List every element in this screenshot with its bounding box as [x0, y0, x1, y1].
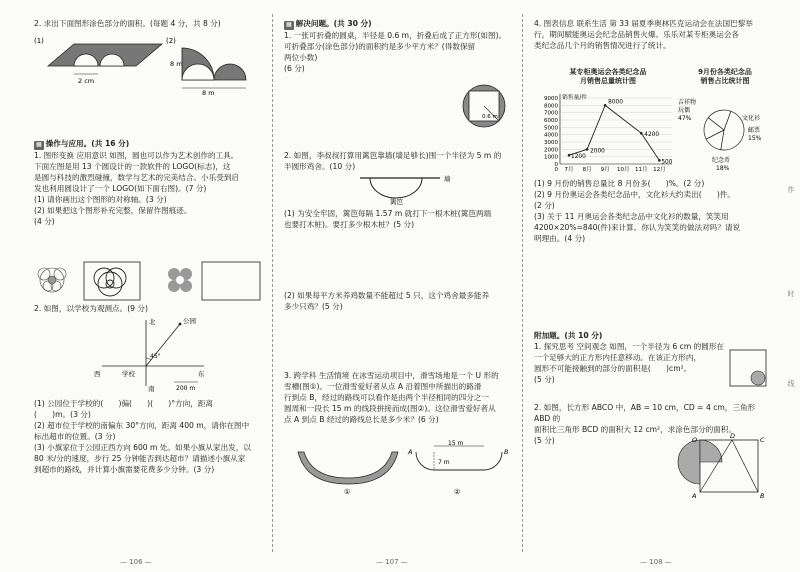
pie-chart-title-1: 9月份各类纪念品	[698, 68, 752, 76]
middle-q2-sub-0: (1) 为安全牢固，篱笆每隔 1.57 m 就打下一根木桩(篱笆两端	[284, 209, 492, 218]
compass-south: 南	[148, 385, 155, 392]
compass-figure	[94, 314, 214, 392]
data-label: 1200	[571, 154, 586, 161]
data-label: 2000	[590, 148, 605, 155]
line-chart-title	[548, 68, 668, 86]
left-q1-line-0: 1. 图形变换 应用意识 如图，圆也可以作为艺术创作的工具。	[34, 150, 239, 160]
middle-q1-line-0: 1. 一张可折叠的圆桌，半径是 0.6 m，折叠后成了正方形(如图)。	[284, 30, 507, 40]
x-tick-label: 7月	[564, 167, 574, 173]
xiaole-logo	[94, 268, 126, 296]
left-q2b-sub-1: ( )m。(3 分)	[34, 410, 91, 419]
compass-west: 西	[94, 370, 101, 378]
point-a: A	[408, 448, 413, 456]
side-semicircle	[214, 64, 246, 80]
pie-label: 纪念币	[712, 157, 731, 164]
pie-label: 15%	[748, 135, 762, 142]
right-q4-sub-2: (2 分)	[534, 201, 555, 210]
label-d: D	[730, 432, 736, 440]
extra-q1-line-0: 1. 探究思考 空间观念 如图，一个半径为 6 cm 的圆形在	[534, 342, 725, 351]
ski-path	[416, 452, 502, 470]
middle-q2-sub-1: 也要打木桩)。要打多少根木桩？(5 分)	[284, 220, 415, 229]
label-c: C	[760, 436, 765, 444]
middle-q2-sub-2: (2) 如果每平方米养鸡数量不能超过 5 只，这个鸡舍最多能养	[284, 291, 490, 300]
middle-q2	[284, 150, 512, 172]
compass-east: 东	[198, 370, 205, 378]
middle-q3-line-1: 雪槽(图①)。一位滑雪爱好者从点 A 沿着图中所描出的路滑	[284, 382, 482, 391]
pie-label: 邮票	[748, 127, 761, 134]
right-q4-line-2: 类纪念品几个月的销售情况进行了统计。	[534, 41, 671, 50]
label-o: O	[692, 436, 698, 444]
coop-figure	[356, 172, 456, 206]
y-tick-label: 4000	[544, 132, 558, 139]
left-q2b-sub-2: (2) 超市位于学校的南偏东 30°方向，距离 400 m，请你在图中	[34, 421, 250, 430]
fig2-caption: ②	[454, 488, 461, 496]
data-point	[640, 132, 643, 135]
middle-column	[284, 18, 512, 74]
extra-q1-line-2: 圆形不可能接触到的部分的面积是( )cm²。	[534, 364, 692, 373]
extra-title: 附加题。(共 10 分)	[534, 331, 603, 340]
left-q2b-sub-0: (1) 公园位于学校的( )偏( )( )°方向，距离	[34, 399, 214, 408]
fig2-label: (2)	[166, 37, 176, 45]
left-q2b	[34, 303, 262, 314]
fig1-caption: ①	[344, 488, 351, 496]
right-q4-line-1: 行，期间赋能奥运会纪念品销售火爆。乐乐对某专柜奥运会各	[534, 30, 740, 39]
y-tick-label: 3000	[544, 140, 558, 146]
left-q2b-sub	[34, 398, 266, 475]
middle-q2-line-1: 半圆形鸡舍。(10 分)	[284, 162, 356, 171]
y-tick-label: 5000	[544, 125, 558, 132]
wall-label: 墙	[444, 175, 451, 183]
middle-q2-line-0: 2. 如图，李叔叔打算用篱笆靠墙(墙足够长)围一个半径为 5 m 的	[284, 151, 502, 160]
compass-park: 公园	[183, 317, 196, 325]
right-q4-sub-0: (1) 9 月份的销售总量比 8 月份多( )%。(2 分)	[534, 179, 705, 188]
right-extra	[534, 330, 734, 385]
fence-label: 篱笆	[390, 198, 403, 206]
middle-q3-line-0: 3. 跨学科 生活情境 在冰雪运动项目中，滑雪场地是一个 U 形的	[284, 371, 499, 380]
y-tick-label: 2000	[544, 147, 558, 154]
pie-chart	[676, 90, 776, 174]
answer-square	[202, 262, 260, 300]
fence-arc	[370, 178, 422, 198]
left-q1-line-4: (1) 请你画出这个图形的对称轴。(3 分)	[34, 194, 167, 204]
middle-q2-sub-2-block	[284, 290, 512, 312]
label-b: B	[760, 492, 765, 500]
left-q2-title: 2. 求出下面图形涂色部分的面积。(每题 4 分，共 8 分)	[34, 19, 221, 28]
extra-q1-line-1: 一个足够大的正方形内任意移动。在该正方形内，	[534, 353, 702, 362]
flower-pattern	[168, 268, 192, 292]
right-column	[534, 18, 770, 51]
compass-school: 学校	[122, 370, 135, 378]
line-chart-title-1: 某专柜奥运会各类纪念品	[569, 68, 647, 76]
right-page-number: — 108 —	[640, 558, 672, 566]
line-chart	[532, 90, 682, 174]
middle-q3-line-2: 行到点 B，经过的路线可以看作是由两个半径相同的四分之一	[284, 393, 490, 402]
right-q4-sub-1: (2) 9 月份奥运会各类纪念品中，文化衫大约卖出( )件。	[534, 190, 735, 199]
y-tick-label: 7000	[544, 110, 558, 117]
u-slope-figures	[296, 440, 516, 496]
data-label: 4200	[644, 132, 660, 139]
y-tick-label: 1000	[544, 154, 558, 161]
middle-q2-sub-3: 多少只鸡？(5 分)	[284, 302, 343, 311]
extra-q1-line-3: (5 分)	[534, 375, 555, 384]
left-q1-line-6: (4 分)	[34, 216, 55, 226]
left-q2b-sub-5: 80 米/分的速度，步行 25 分钟能否到达超市？请描述小旗从家	[34, 454, 246, 463]
x-tick-label: 11月	[635, 167, 648, 173]
fig2-dim-bottom: 8 m	[202, 89, 215, 96]
middle-q2-sub	[284, 208, 512, 230]
left-q1-line-1: 下面左图是用 13 个圆设计的一款软件的 LOGO(标志)，这	[34, 161, 231, 171]
fig1-dim: 2 cm	[78, 77, 95, 85]
right-q4-sub-5: 明理由。(4 分)	[534, 234, 586, 243]
label-a: A	[692, 492, 697, 500]
y-tick-label: 0	[554, 162, 558, 168]
fig-dim-side: 7 m	[438, 459, 450, 466]
data-label: 500	[661, 159, 673, 166]
extra-q2-line-2: (5 分)	[534, 436, 555, 445]
compass-scale: 200 m	[176, 385, 196, 392]
pie-label: 文化衫	[742, 115, 761, 122]
middle-q1-line-3: (6 分)	[284, 63, 305, 73]
pie-label: 18%	[716, 165, 730, 172]
point-b: B	[504, 448, 509, 456]
middle-q3-line-3: 圆周和一段长 15 m 的线段拼接而成(图②)。这位滑雪爱好者从	[284, 404, 496, 413]
compass-angle: 45°	[150, 353, 161, 360]
circle-in-square-figure	[728, 348, 768, 388]
line-chart-title-2: 月销售总量统计图	[580, 77, 636, 86]
pie-chart-title	[680, 68, 770, 86]
left-q2b-title: 2. 如图，以学校为观测点。(9 分)	[34, 304, 148, 313]
left-q2b-sub-4: (3) 小旗家位于公园正西方向 600 m 处。如果小旗从家出发，以	[34, 443, 251, 452]
left-column	[34, 18, 262, 29]
middle-q3	[284, 370, 516, 425]
pie-chart-title-2: 销售占比统计图	[700, 77, 750, 86]
x-tick-label: 10月	[616, 167, 630, 173]
fig2-dim-side: 8 m	[170, 60, 183, 68]
extra-q2-line-0: 2. 如图，长方形 ABCO 中，AB = 10 cm，CD = 4 cm，三角形 ABD 的	[534, 403, 756, 423]
left-section-2	[34, 138, 262, 227]
left-q1-line-2: 是圆与科技的激烈碰撞，数学与艺术的完美结合。小乐受到启	[34, 172, 240, 182]
park-point	[179, 323, 182, 326]
compass-north: 北	[149, 318, 156, 326]
shaded-area-figures	[34, 34, 264, 96]
radius-label: 0.6 m	[482, 114, 498, 120]
right-q4-sub-3: (3) 关于 11 月奥运会各类纪念品中文化衫的数量，笑笑用	[534, 212, 729, 221]
left-page-number: — 106 —	[120, 558, 152, 566]
y-tick-label: 6000	[544, 118, 558, 124]
column-divider-2	[522, 14, 523, 552]
logo-13-circles	[38, 268, 66, 292]
middle-q3-line-4: 点 A 到点 B 经过的路线总长是多少米？(6 分)	[284, 415, 439, 424]
fig-dim-top: 15 m	[448, 440, 464, 447]
left-q1-line-5: (2) 如果把这个图形补充完整，保留作图痕迹。	[34, 205, 192, 215]
margin-char-1: 作	[787, 186, 795, 193]
data-point	[568, 154, 571, 157]
right-q4-sub-4: 4200×20%=840(件)来计算。你认为笑笑的做法对吗？请说	[534, 223, 741, 232]
middle-page-number: — 107 —	[376, 558, 408, 566]
pie-label: 玩偶	[678, 107, 691, 114]
y-tick-label: 8000	[544, 103, 558, 110]
logo-figures	[34, 258, 264, 302]
margin-char-3: 线	[787, 380, 795, 387]
u-trough-3d	[298, 452, 398, 484]
left-q2b-sub-6: 到超市的路线，并计算小旗需要花费多少分钟。(3 分)	[34, 465, 215, 474]
x-tick-label: 12月	[653, 167, 666, 173]
data-point	[604, 104, 607, 107]
y-tick-label: 9000	[544, 96, 558, 102]
x-tick-label: 9月	[600, 167, 610, 173]
fig1-label: (1)	[34, 37, 44, 45]
rectangle-abco-figure	[674, 432, 770, 504]
x-tick-label: 0	[554, 167, 558, 173]
middle-q1-line-1: 可折叠部分(涂色部分)的面积约是多少平方米？(得数保留	[284, 41, 476, 51]
section-icon: ▦	[36, 141, 42, 148]
column-divider-1	[272, 14, 273, 552]
extra-q2-line-1: 面积比三角形 BCD 的面积大 12 cm²，求涂色部分的面积。	[534, 425, 737, 434]
pie-label: 47%	[678, 115, 692, 122]
pie-label: 吉祥物	[678, 99, 697, 106]
data-point	[586, 148, 589, 151]
data-point	[658, 159, 661, 162]
middle-q1-line-2: 两位小数)	[284, 52, 318, 62]
left-section-title: ▦ 操作与应用。(共 16 分)	[36, 139, 130, 148]
section-icon: ▦	[286, 21, 292, 28]
y-axis-label: 销售量/件	[562, 95, 588, 101]
middle-section-title: ▦ 解决问题。(共 30 分)	[286, 19, 372, 28]
left-q1-line-3: 发也利用圆设计了一个 LOGO(如下面右图)。(7 分)	[34, 183, 207, 193]
left-q2b-sub-3: 标出超市的位置。(3 分)	[34, 432, 116, 441]
moving-circle	[751, 371, 765, 385]
margin-char-2: 时	[787, 290, 795, 297]
data-label: 8000	[608, 99, 623, 106]
x-tick-label: 8月	[582, 167, 592, 173]
right-q4-line-0: 4. 图表信息 联系生活 第 33 届夏季奥林匹克运动会在法国巴黎举	[534, 19, 753, 28]
right-q4-sub	[534, 178, 770, 244]
folding-table-figure	[460, 82, 508, 130]
